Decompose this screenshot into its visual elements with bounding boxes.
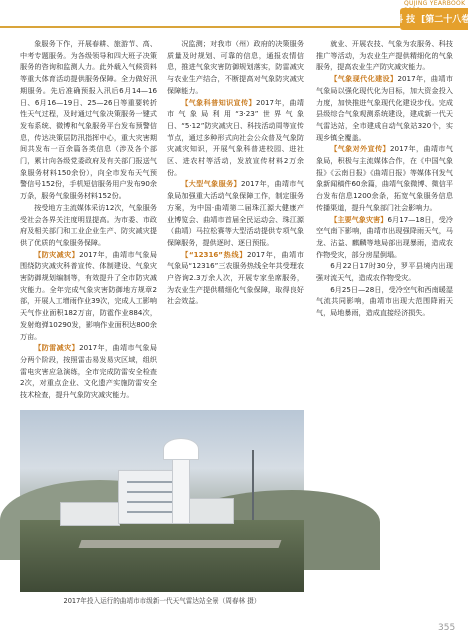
- mast-shape: [252, 450, 254, 520]
- paragraph: 象服务下作，开展春耕、旅游节、高、中考专题服务。为各级领导和四大班子决策服务的咨询和监测人力。此外载入气候资料等重大体育活动提供服务保障。全力做好汛期服务。先后准确预报入汛后6月14—16日、6月16—19日、25—26日等重要转折性天气过程，及时通过气象决策服务一键式发布系统、微博和气象服务平台发布预警信息，传达决策层防汛指挥中心，重大灾害期间共发布一百余篇各类信息（涉及各个部门，累计向各级党委政府及有关部门报送气象服务材料150余份），向全市发布天气预警信号152份，手机短信服务用户发布90余万条，服务气象服务材料152份。: [20, 39, 157, 201]
- section-heading: 【气象对外宣传】: [330, 144, 391, 154]
- paragraph: 按受地方主流媒体采访12次，气象服务受社会各界关注度明显提高。为市委、市政府及相关部门和工业企业生产、防灾减灾提供了优质的气象服务保障。: [20, 202, 157, 247]
- column-3: [316, 38, 453, 319]
- building-shape: [60, 502, 120, 526]
- paragraph: 2017年，曲靖市气象局利用“3·23”世界气象日、“5·12”防灾减灾日、科技活动周等宣传节点，通过多种形式向社会公众普及气象防灾减灾知识，开展气象科普进校园、进社区、进农村等活动，发放宣传材料2万余份。: [167, 97, 304, 177]
- section-heading: 【气象现代化建设】: [330, 74, 398, 84]
- section-heading: 【主要气象灾害】: [330, 214, 388, 224]
- paragraph: 就业、开展农技、气象为农服务、科技推广等活动，为农业生产提供精细化的气象服务，提高农业生产防灾减灾能力。: [316, 39, 453, 72]
- photo-caption: 2017年投入运行的曲靖市市级新一代天气雷达站全景（周春林 摄）: [63, 597, 261, 605]
- paragraph: 况监测；对我市（州）政府的决策服务质量及时规划、可靠的信息，通报农情信息，推进气象灾害防御规划落实，防雷减灾与农业生产结合，不断提高对气象防灾减灾保障能力。: [167, 39, 304, 95]
- section-name: 科 技: [394, 15, 416, 25]
- radar-tower-shape: [172, 450, 190, 524]
- section-heading: 【“12316”热线】: [181, 249, 248, 259]
- section-part: [第二十八卷]: [421, 15, 474, 25]
- ground-shape: [20, 520, 304, 592]
- paragraph: 2017年，曲靖市气象局以强化现代化为目标，加大资金投入力度，加快推进气象现代化建设步伐。完成县级综合气象观测系统建设，建成新一代天气雷达站，全市建成自动气象站320个，实现乡镇全覆盖。: [316, 74, 453, 142]
- road-shape: [79, 540, 282, 548]
- page-number: 355: [438, 623, 456, 633]
- paragraph: 6月25日—28日，受冷空气和西南暖湿气流共同影响，曲靖市出现大范围降雨天气，局地暴雨，造成直接经济损失。: [316, 284, 453, 318]
- paragraph: 6月22日17时30分，罗平县境内出现强对流天气，造成农作物受灾。: [316, 261, 453, 283]
- yearbook-title: QUJING YEARBOOK: [404, 0, 466, 7]
- section-heading: 【防灾减灾】: [34, 249, 80, 259]
- paragraph: 2017年，曲靖市气象局分两个阶段，按照雷击易发易灾区域，组织雷电灾害应急演练，全市完成防雷安全检查2次，对重点企业、文化遗产实施防雷安全技术检查，提升气象防灾减灾能力。: [20, 343, 158, 400]
- section-heading: 【大型气象服务】: [181, 179, 242, 189]
- paragraph: 2017年，曲靖市气象局“12316”三农服务热线全年共受理农户咨询2.3万余人次，开展专家坐席服务，为农业生产提供精细化气象保障，取得良好社会效益。: [167, 249, 304, 306]
- paragraph: 6月17—18日，受冷空气南下影响，曲靖市出现强降雨天气，马龙、沾益、麒麟等地局部出现暴雨，造成农作物受灾，部分房屋倒塌。: [316, 214, 453, 259]
- column-1: [20, 38, 157, 401]
- paragraph: 2017年，曲靖市气象局，积极与主流媒体合作，在《中国气象报》《云南日报》《曲靖日报》等媒体刊发气象新闻稿件60余篇，曲靖气象微博、微信平台发布信息1200余条，拓宽气象服务信息传播渠道，提升气象部门社会影响力。: [316, 144, 453, 212]
- building-shape: [188, 498, 234, 524]
- section-heading: 【防雷减灾】: [34, 343, 80, 353]
- paragraph: 2017年，曲靖市气象局加强重大活动气象保障工作，制定服务方案，为中国·曲靖第二届珠江源大健康产业博览会、曲靖市首届全民运动会、珠江源（曲靖）马拉松赛等大型活动提供专项气象保障服务，提供逐时、逐日预报。: [167, 179, 304, 247]
- column-2: [167, 38, 304, 307]
- paragraph: 2017年，曲靖市气象局围绕防灾减灾科普宣传、体制建设、气象灾害防御规划编制等，有效提升了全市防灾减灾能力。全年完成气象灾害防御地方规章2部，开展人工增雨作业39次，完成人工影响天气作业面积182万亩，防雹作业884次，发射炮弹10290发，影响作业面积达800余万亩。: [20, 249, 158, 341]
- radar-station-photo: [20, 410, 304, 592]
- section-heading: 【气象科普知识宣传】: [181, 97, 257, 107]
- page-header: [0, 0, 474, 32]
- header-rule: [0, 26, 400, 28]
- radar-dome-shape: [163, 438, 199, 460]
- section-label: [394, 12, 474, 25]
